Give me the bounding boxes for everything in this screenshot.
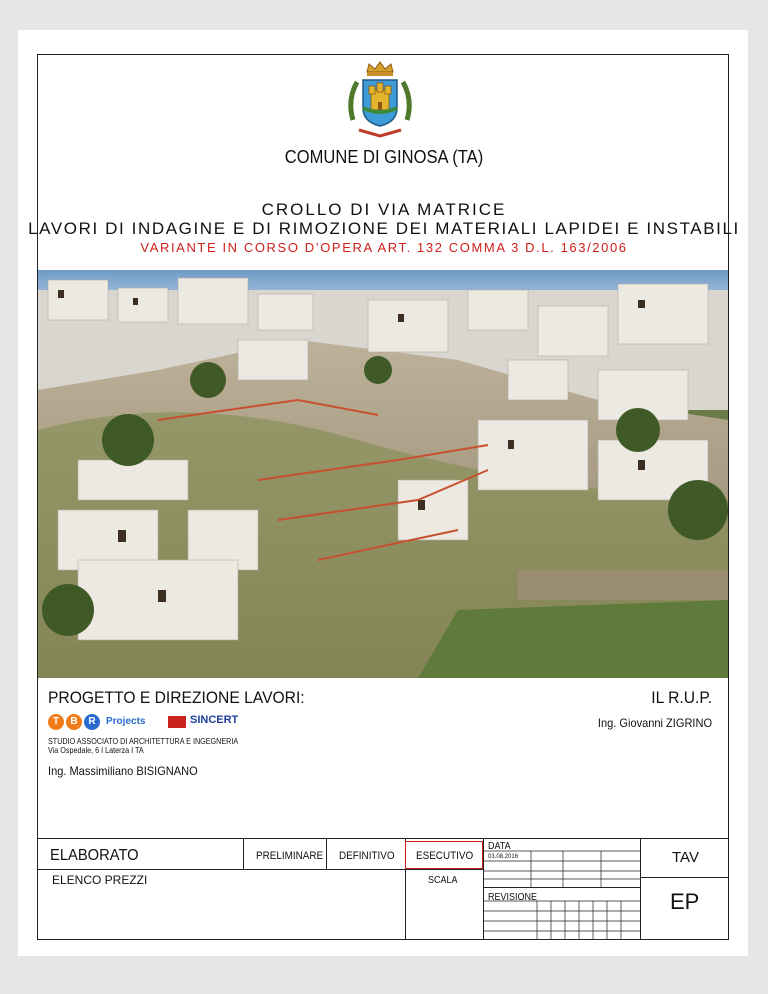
certification-label: SINCERT: [190, 714, 239, 726]
rup-name: Ing. Giovanni ZIGRINO: [597, 716, 712, 730]
data-value: 03.08.2016: [488, 854, 519, 860]
elaborato-value: ELENCO PREZZI: [52, 873, 148, 887]
logo-letter-r: R: [84, 714, 100, 730]
logo-letter-b: B: [66, 714, 82, 730]
cover-photo: [38, 270, 728, 678]
project-subtitle: VARIANTE IN CORSO D’OPERA ART. 132 COMMA 3 D.L. 163/2006: [140, 240, 628, 255]
project-title-line2: LAVORI DI INDAGINE E DI RIMOZIONE DEI MATERIALI LAPIDEI E INSTABILI: [28, 219, 740, 238]
tav-label: TAV: [672, 849, 699, 866]
designer-name: Ing. Massimiliano BISIGNANO: [48, 764, 198, 778]
revision-grid: [483, 839, 640, 939]
firm-logos: [48, 714, 248, 734]
logo-word: Projects: [106, 716, 146, 727]
studio-name: STUDIO ASSOCIATO DI ARCHITETTURA E INGEGNERIA: [48, 737, 239, 746]
project-title-line1: CROLLO DI VIA MATRICE: [261, 200, 507, 219]
revisione-label: REVISIONE: [488, 892, 538, 903]
municipality-name: COMUNE DI GINOSA (TA): [284, 147, 484, 167]
studio-address: Via Ospedale, 6 I Laterza I TA: [48, 746, 144, 755]
tav-code: EP: [670, 889, 700, 914]
phase-preliminare: PRELIMINARE: [256, 850, 324, 862]
coat-of-arms-icon: [345, 60, 415, 142]
certification-logo-icon: [168, 716, 186, 728]
rup-heading: IL R.U.P.: [651, 688, 712, 707]
phase-esecutivo: ESECUTIVO: [416, 850, 474, 862]
title-block: [38, 838, 728, 939]
phase-definitivo: DEFINITIVO: [339, 850, 395, 862]
project-heading: PROGETTO E DIREZIONE LAVORI:: [48, 688, 305, 707]
data-label: DATA: [488, 841, 511, 852]
elaborato-label: ELABORATO: [50, 847, 139, 864]
scala-label: SCALA: [428, 875, 458, 886]
logo-letter-t: T: [48, 714, 64, 730]
